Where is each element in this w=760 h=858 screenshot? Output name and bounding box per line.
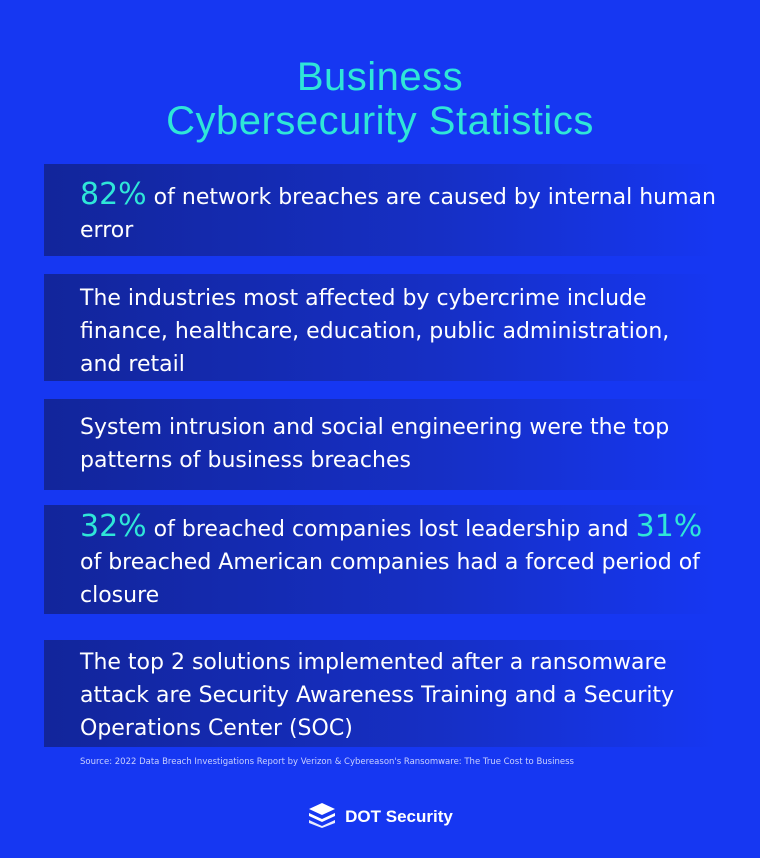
stat-highlight-32: 32% [80,509,147,544]
stat-text-1 [80,178,716,247]
stat-card-1 [44,164,716,256]
stat-body-1: of network breaches are caused by internal human error [80,185,716,243]
stat-card-2 [44,274,716,381]
stat-text-4 [80,510,716,612]
brand-footer [0,802,760,832]
stat-highlight-82: 82% [80,177,147,212]
stat-card-5 [44,640,716,747]
brand-name: DOT Security [345,807,453,826]
stacked-layers-icon [307,802,337,832]
stat-card-3 [44,399,716,490]
page-title [0,55,760,143]
stat-highlight-31: 31% [635,509,703,544]
title-line-2: Cybersecurity Statistics [166,98,594,143]
stat-body-3: System intrusion and social engineering were the top patterns of business breaches [80,415,670,473]
stat-body-4a: of breached companies lost leadership and [146,517,636,542]
stat-card-4 [44,505,716,614]
source-citation: Source: 2022 Data Breach Investigations Report by Verizon & Cybereason's Ransomware: The True Cost to Business [80,757,574,767]
title-line-1: Business [296,54,464,99]
stat-body-5: The top 2 solutions implemented after a ransomware attack are Security Awareness Training and a Security Operations Center (SOC) [80,650,675,741]
stat-body-4b: of breached American companies had a forced period of closure [80,550,700,608]
stat-body-2: The industries most affected by cybercrime include finance, healthcare, education, public administration, and retail [80,286,670,377]
